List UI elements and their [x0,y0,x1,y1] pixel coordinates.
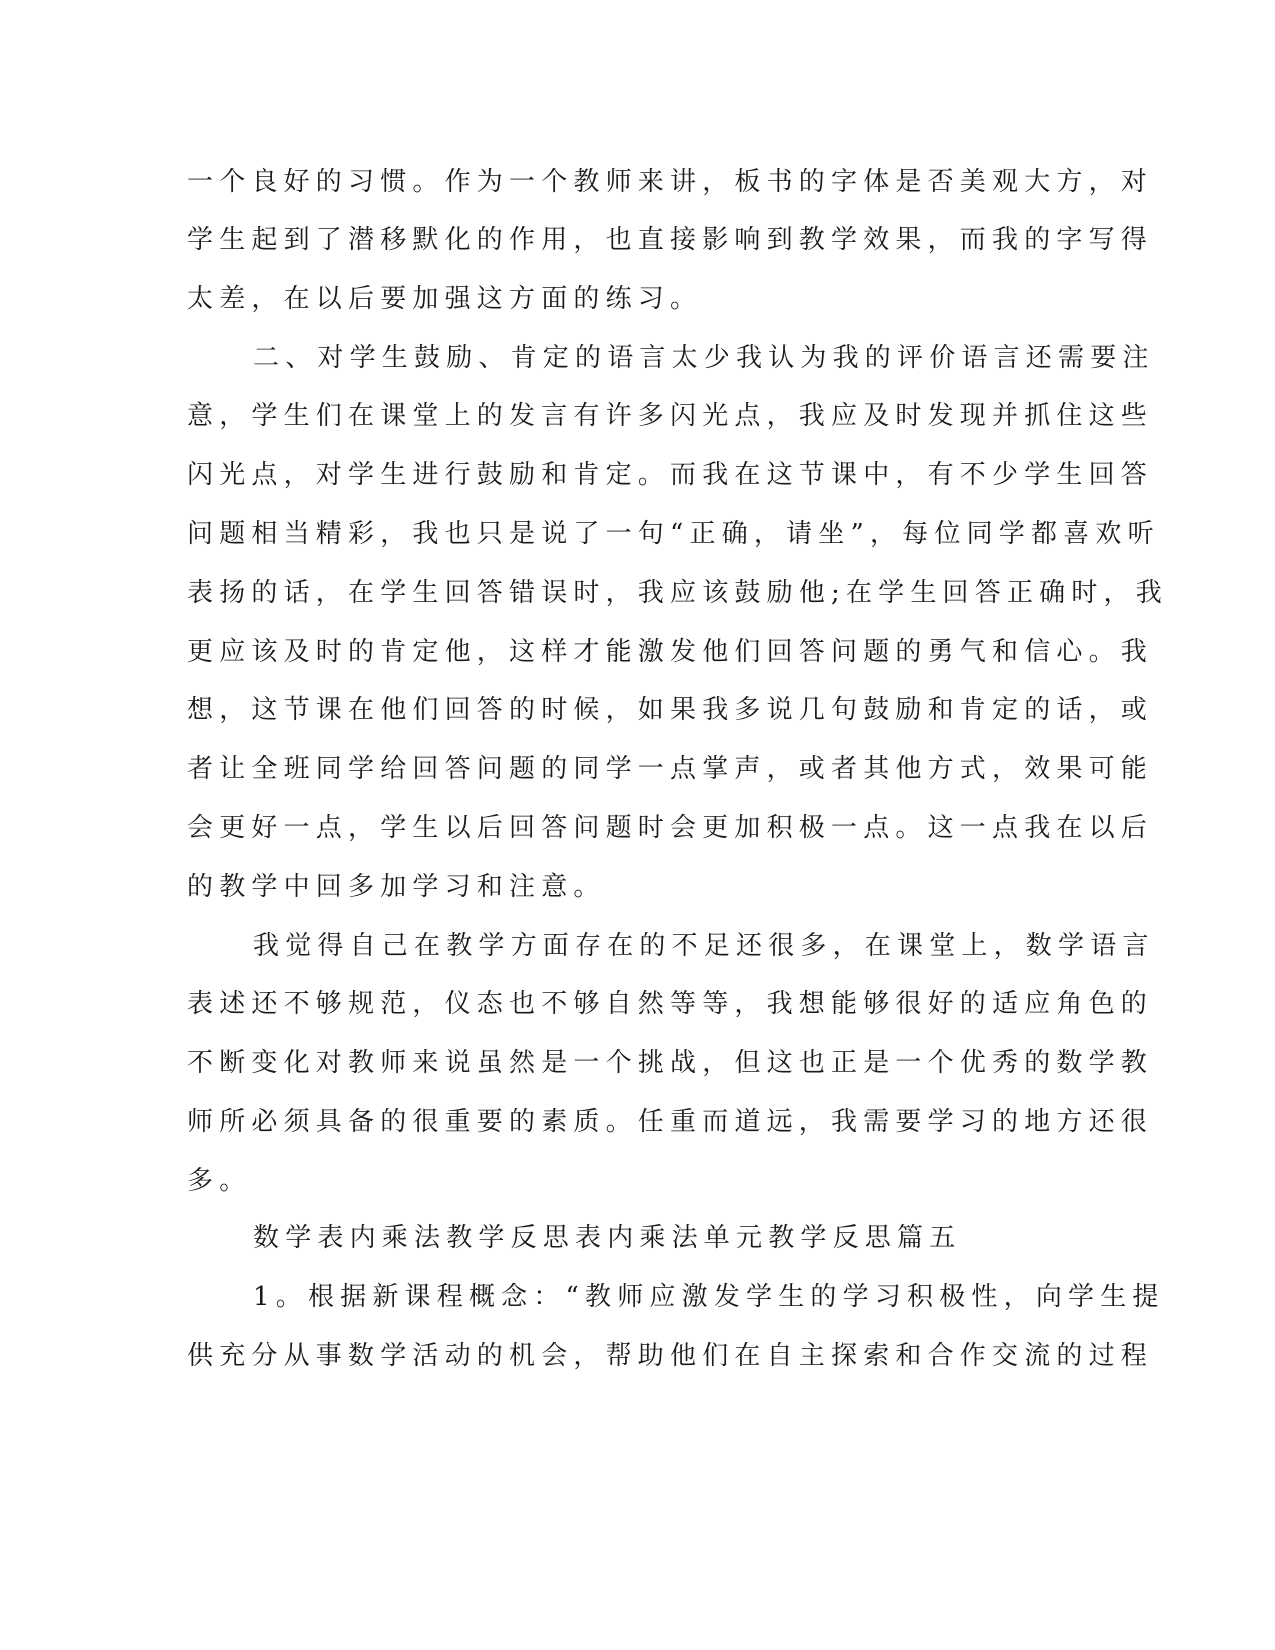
text-line: 学生起到了潜移默化的作用，也直接影响到教学效果，而我的字写得 [187,225,1154,255]
paragraph-start-line: 二、对学生鼓励、肯定的语言太少我认为我的评价语言还需要注 [253,343,1155,373]
text-line: 师所必须具备的很重要的素质。任重而道远，我需要学习的地方还很 [187,1107,1154,1137]
text-line: 意，学生们在课堂上的发言有许多闪光点，我应及时发现并抓住这些 [187,401,1154,431]
text-line: 会更好一点，学生以后回答问题时会更加积极一点。这一点我在以后 [187,813,1154,843]
text-line: 太差，在以后要加强这方面的练习。 [187,284,703,314]
text-line: 更应该及时的肯定他，这样才能激发他们回答问题的勇气和信心。我 [187,637,1154,667]
text-line: 供充分从事数学活动的机会，帮助他们在自主探索和合作交流的过程 [187,1341,1154,1371]
text-line: 者让全班同学给回答问题的同学一点掌声，或者其他方式，效果可能 [187,754,1154,784]
text-line: 一个良好的习惯。作为一个教师来讲，板书的字体是否美观大方，对 [187,167,1154,197]
section-heading: 数学表内乘法教学反思表内乘法单元教学反思篇五 [253,1223,962,1253]
text-line: 不断变化对教师来说虽然是一个挑战，但这也正是一个优秀的数学教 [187,1048,1154,1078]
paragraph-start-line: 1。根据新课程概念：“教师应激发学生的学习积极性，向学生提 [253,1282,1165,1312]
text-line: 的教学中回多加学习和注意。 [187,872,606,902]
text-line: 问题相当精彩，我也只是说了一句“正确，请坐”，每位同学都喜欢听 [187,519,1160,549]
text-line: 表扬的话，在学生回答错误时，我应该鼓励他;在学生回答正确时，我 [187,578,1168,608]
text-line: 闪光点，对学生进行鼓励和肯定。而我在这节课中，有不少学生回答 [187,460,1154,490]
text-line: 想，这节课在他们回答的时候，如果我多说几句鼓励和肯定的话，或 [187,695,1154,725]
text-line: 表述还不够规范，仪态也不够自然等等，我想能够很好的适应角色的 [187,989,1154,1019]
paragraph-start-line: 我觉得自己在教学方面存在的不足还很多，在课堂上，数学语言 [253,931,1155,961]
text-line: 多。 [187,1166,252,1196]
